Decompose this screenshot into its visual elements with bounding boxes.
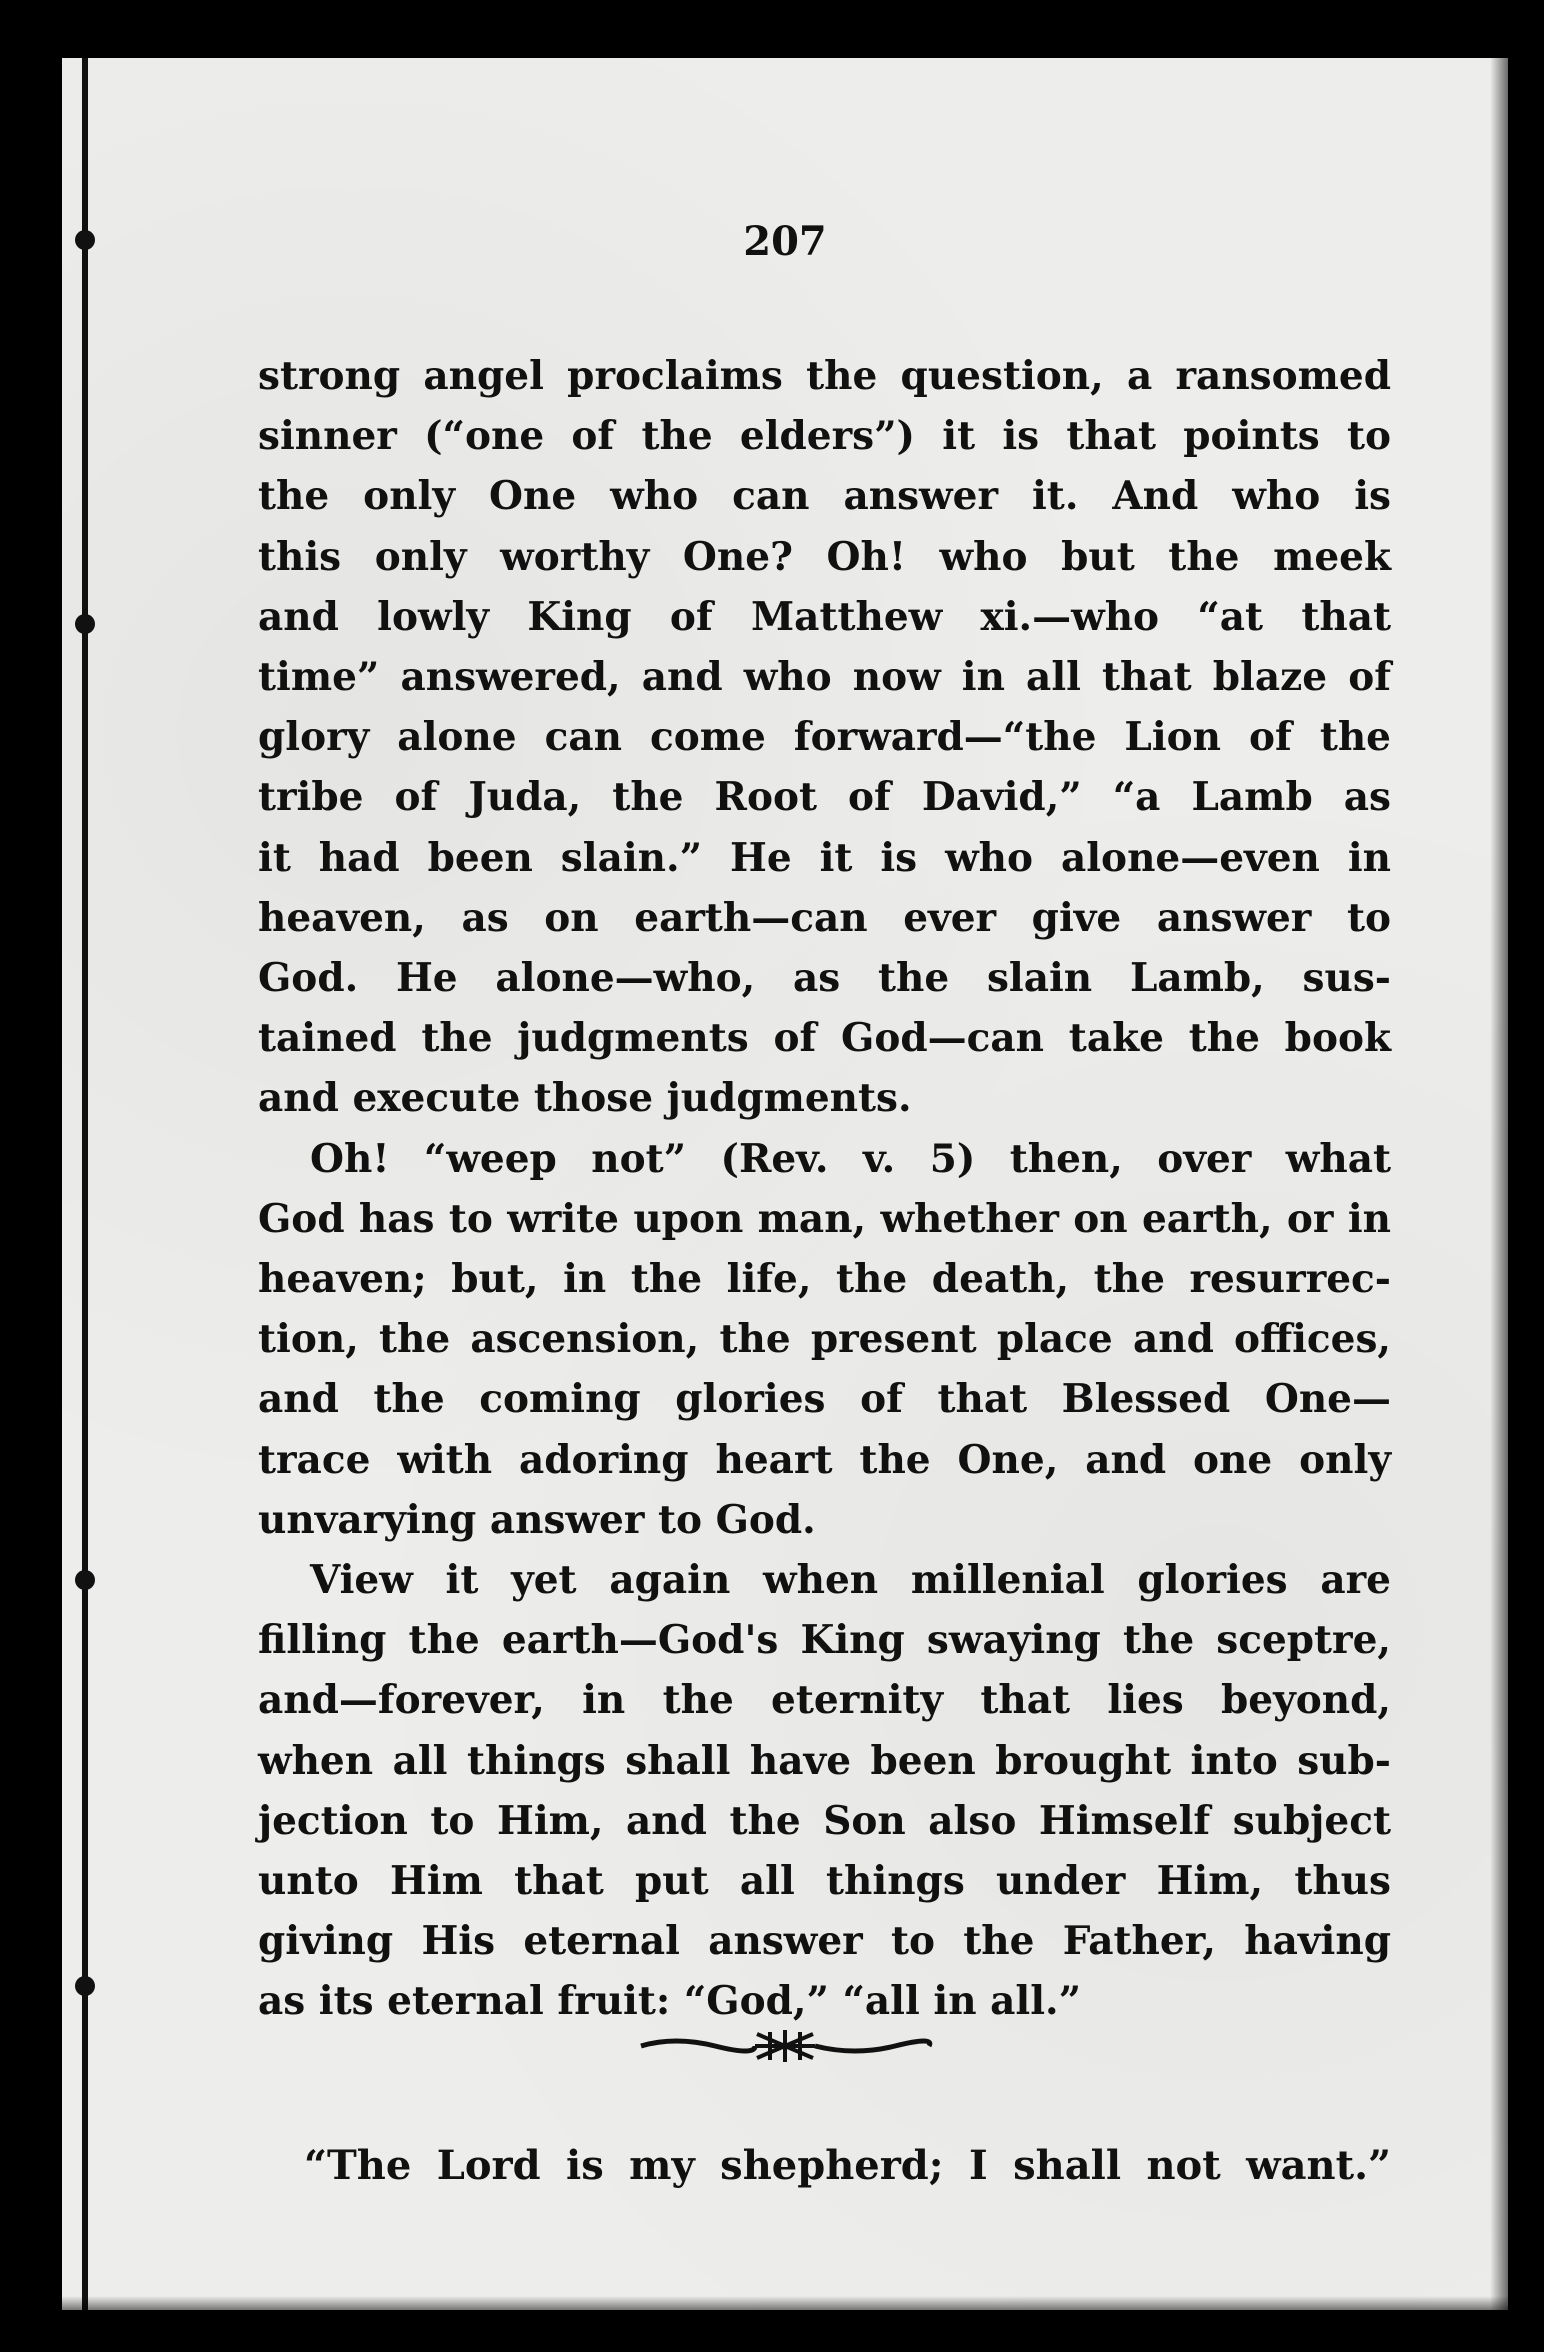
text-line: View it yet again when millenial glories are [310,1557,1391,1604]
text-line: tion, the ascension, the present place and offices, [258,1316,1391,1363]
text-line: filling the earth—God's King swaying the sceptre, [258,1617,1391,1664]
text-line: heaven, as on earth—can ever give answer to [258,894,1391,941]
binding-stitch [75,614,95,634]
text-line: God. He alone—who, as the slain Lamb, sus- [258,955,1391,1002]
text-line: it had been slain.” He it is who alone—even in [258,834,1391,881]
binding-spine [82,58,88,2310]
text-line: time” answered, and who now in all that blaze of [258,654,1391,701]
text-line: and lowly King of Matthew xi.—who “at that [258,593,1391,640]
text-line: trace with adoring heart the One, and one only [258,1436,1391,1483]
text-line: this only worthy One? Oh! who but the meek [258,533,1391,580]
text-line: and—forever, in the eternity that lies beyond, [258,1677,1391,1724]
text-line: glory alone can come forward—“the Lion of the [258,714,1391,761]
text-line: and execute those judgments. [258,1075,912,1122]
text-line: as its eternal fruit: “God,” “all in all.” [258,1978,1082,2025]
binding-stitch [75,1570,95,1590]
closing-verse: “The Lord is my shepherd; I shall not want.” [304,2142,1391,2189]
text-line: jection to Him, and the Son also Himself subject [258,1797,1391,1844]
text-line: and the coming glories of that Blessed One— [258,1376,1391,1423]
text-line: giving His eternal answer to the Father, having [258,1918,1391,1965]
text-line: tained the judgments of God—can take the book [258,1015,1391,1062]
page-bottom-shadow [62,2296,1508,2310]
page-edge-shadow [1490,58,1508,2310]
page-number: 207 [743,218,827,265]
text-line: God has to write upon man, whether on earth, or in [258,1195,1391,1242]
ornament-icon [635,2024,935,2068]
text-line: when all things shall have been brought into sub- [258,1737,1391,1784]
text-line: sinner (“one of the elders”) it is that points to [258,413,1391,460]
body-text [258,346,1391,2032]
text-line: strong angel proclaims the question, a ransomed [258,353,1391,399]
text-line: heaven; but, in the life, the death, the resurrec- [258,1256,1391,1303]
text-line: the only One who can answer it. And who is [258,473,1391,520]
text-line: tribe of Juda, the Root of David,” “a Lamb as [258,774,1391,821]
binding-stitch [75,1976,95,1996]
text-line: unvarying answer to God. [258,1496,816,1543]
text-line: Oh! “weep not” (Rev. v. 5) then, over what [310,1135,1391,1182]
text-line: unto Him that put all things under Him, thus [258,1858,1391,1905]
section-divider-ornament [62,2024,1508,2072]
book-page [62,58,1508,2310]
